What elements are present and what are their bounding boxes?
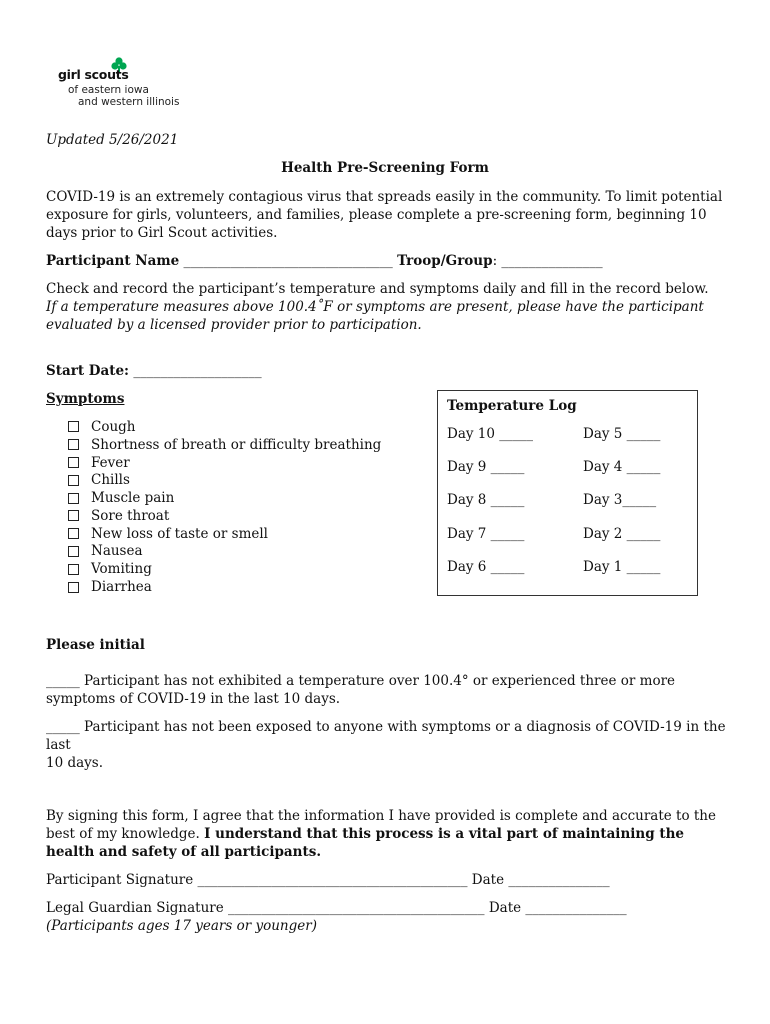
agreement-paragraph [46, 807, 736, 861]
checkbox[interactable] [68, 475, 79, 486]
day-7-field[interactable]: Day 7 _____ [447, 526, 525, 542]
temperature-log-box [437, 390, 698, 596]
participant-name-field[interactable]: _______________________________ [179, 253, 398, 269]
guardian-signature-line[interactable]: Legal Guardian Signature ______________________________________ Date _______________ [46, 900, 627, 916]
guardian-note: (Participants ages 17 years or younger) [46, 918, 317, 934]
symptoms-heading: Symptoms [46, 391, 125, 407]
checkbox[interactable] [68, 582, 79, 593]
logo-subtitle-1: of eastern iowa [68, 84, 149, 96]
please-initial-heading: Please initial [46, 637, 145, 653]
start-date-label: Start Date: [46, 363, 130, 379]
participant-line [46, 252, 603, 270]
day-6-field[interactable]: Day 6 _____ [447, 559, 525, 575]
symptom-list [68, 418, 381, 596]
initial-statement-1[interactable]: _____ Participant has not exhibited a temperature over 100.4° or experienced three or more symptoms of COVID-19 in the last 10 days. [46, 673, 676, 707]
logo-subtitle-2: and western illinois [78, 96, 180, 108]
checkbox[interactable] [68, 528, 79, 539]
symptom-item [68, 489, 381, 507]
intro-paragraph: COVID-19 is an extremely contagious virus that spreads easily in the community. To limit potential exposure for girls, volunteers, and families, please complete a pre-screening form, beginning 10 days prior to Girl Scout activities. [46, 189, 723, 241]
symptom-item [68, 560, 381, 578]
initial-statement-2[interactable] [46, 718, 736, 772]
symptom-item [68, 471, 381, 489]
agreement-text: By signing this form, I agree that the information I have provided is complete and accurate to the best of my knowledge. [46, 808, 716, 842]
day-9-field[interactable]: Day 9 _____ [447, 459, 525, 475]
symptom-item [68, 525, 381, 543]
logo-word: girl scouts [58, 67, 129, 82]
symptom-label: Vomiting [91, 561, 152, 578]
symptom-item [68, 454, 381, 472]
symptom-label: Diarrhea [91, 579, 152, 596]
symptom-label: Cough [91, 418, 136, 435]
symptom-label: Chills [91, 472, 130, 489]
day-4-field[interactable]: Day 4 _____ [583, 459, 661, 475]
updated-date: Updated 5/26/2021 [46, 132, 179, 148]
checkbox[interactable] [68, 564, 79, 575]
instructions-warning: If a temperature measures above 100.4˚F or symptoms are present, please have the participant evaluated by a licensed provider prior to participation. [46, 299, 704, 333]
day-3-field[interactable]: Day 3_____ [583, 492, 657, 508]
symptom-label: Shortness of breath or difficulty breathing [91, 436, 382, 453]
day-5-field[interactable]: Day 5 _____ [583, 426, 661, 442]
symptom-item [68, 543, 381, 561]
checkbox[interactable] [68, 439, 79, 450]
day-8-field[interactable]: Day 8 _____ [447, 492, 525, 508]
symptom-item [68, 507, 381, 525]
symptom-label: New loss of taste or smell [91, 525, 268, 542]
troop-field[interactable]: : _______________ [492, 253, 603, 269]
initial-statement-2-end: 10 days. [46, 755, 104, 771]
checkbox[interactable] [68, 457, 79, 468]
initial-statement-2-text: _____ Participant has not been exposed to anyone with symptoms or a diagnosis of COVID-19 in the last [46, 719, 726, 753]
instructions-text: Check and record the participant’s temperature and symptoms daily and fill in the record below. [46, 281, 709, 297]
day-1-field[interactable]: Day 1 _____ [583, 559, 661, 575]
symptom-item [68, 418, 381, 436]
form-title: Health Pre-Screening Form [281, 160, 489, 176]
symptom-item [68, 578, 381, 596]
checkbox[interactable] [68, 510, 79, 521]
checkbox[interactable] [68, 421, 79, 432]
symptom-label: Nausea [91, 543, 143, 560]
participant-signature-line[interactable]: Participant Signature ________________________________________ Date _______________ [46, 872, 610, 888]
start-date-field[interactable]: ___________________ [129, 363, 262, 379]
temperature-log-heading: Temperature Log [447, 398, 577, 414]
symptom-item [68, 436, 381, 454]
guardian-signature-block [46, 899, 627, 935]
participant-name-label: Participant Name [46, 253, 180, 269]
day-2-field[interactable]: Day 2 _____ [583, 526, 661, 542]
day-10-field[interactable]: Day 10 _____ [447, 426, 534, 442]
agreement-bold-text: I understand that this process is a vital part of maintaining the health and safety of all participants. [46, 826, 684, 860]
start-date-line [46, 362, 262, 380]
troop-label: Troop/Group [397, 253, 493, 269]
checkbox[interactable] [68, 493, 79, 504]
symptom-label: Fever [91, 454, 130, 471]
checkbox[interactable] [68, 546, 79, 557]
symptom-label: Muscle pain [91, 490, 175, 507]
girl-scouts-logo [58, 56, 198, 108]
instructions [46, 280, 736, 334]
symptom-label: Sore throat [91, 507, 170, 524]
